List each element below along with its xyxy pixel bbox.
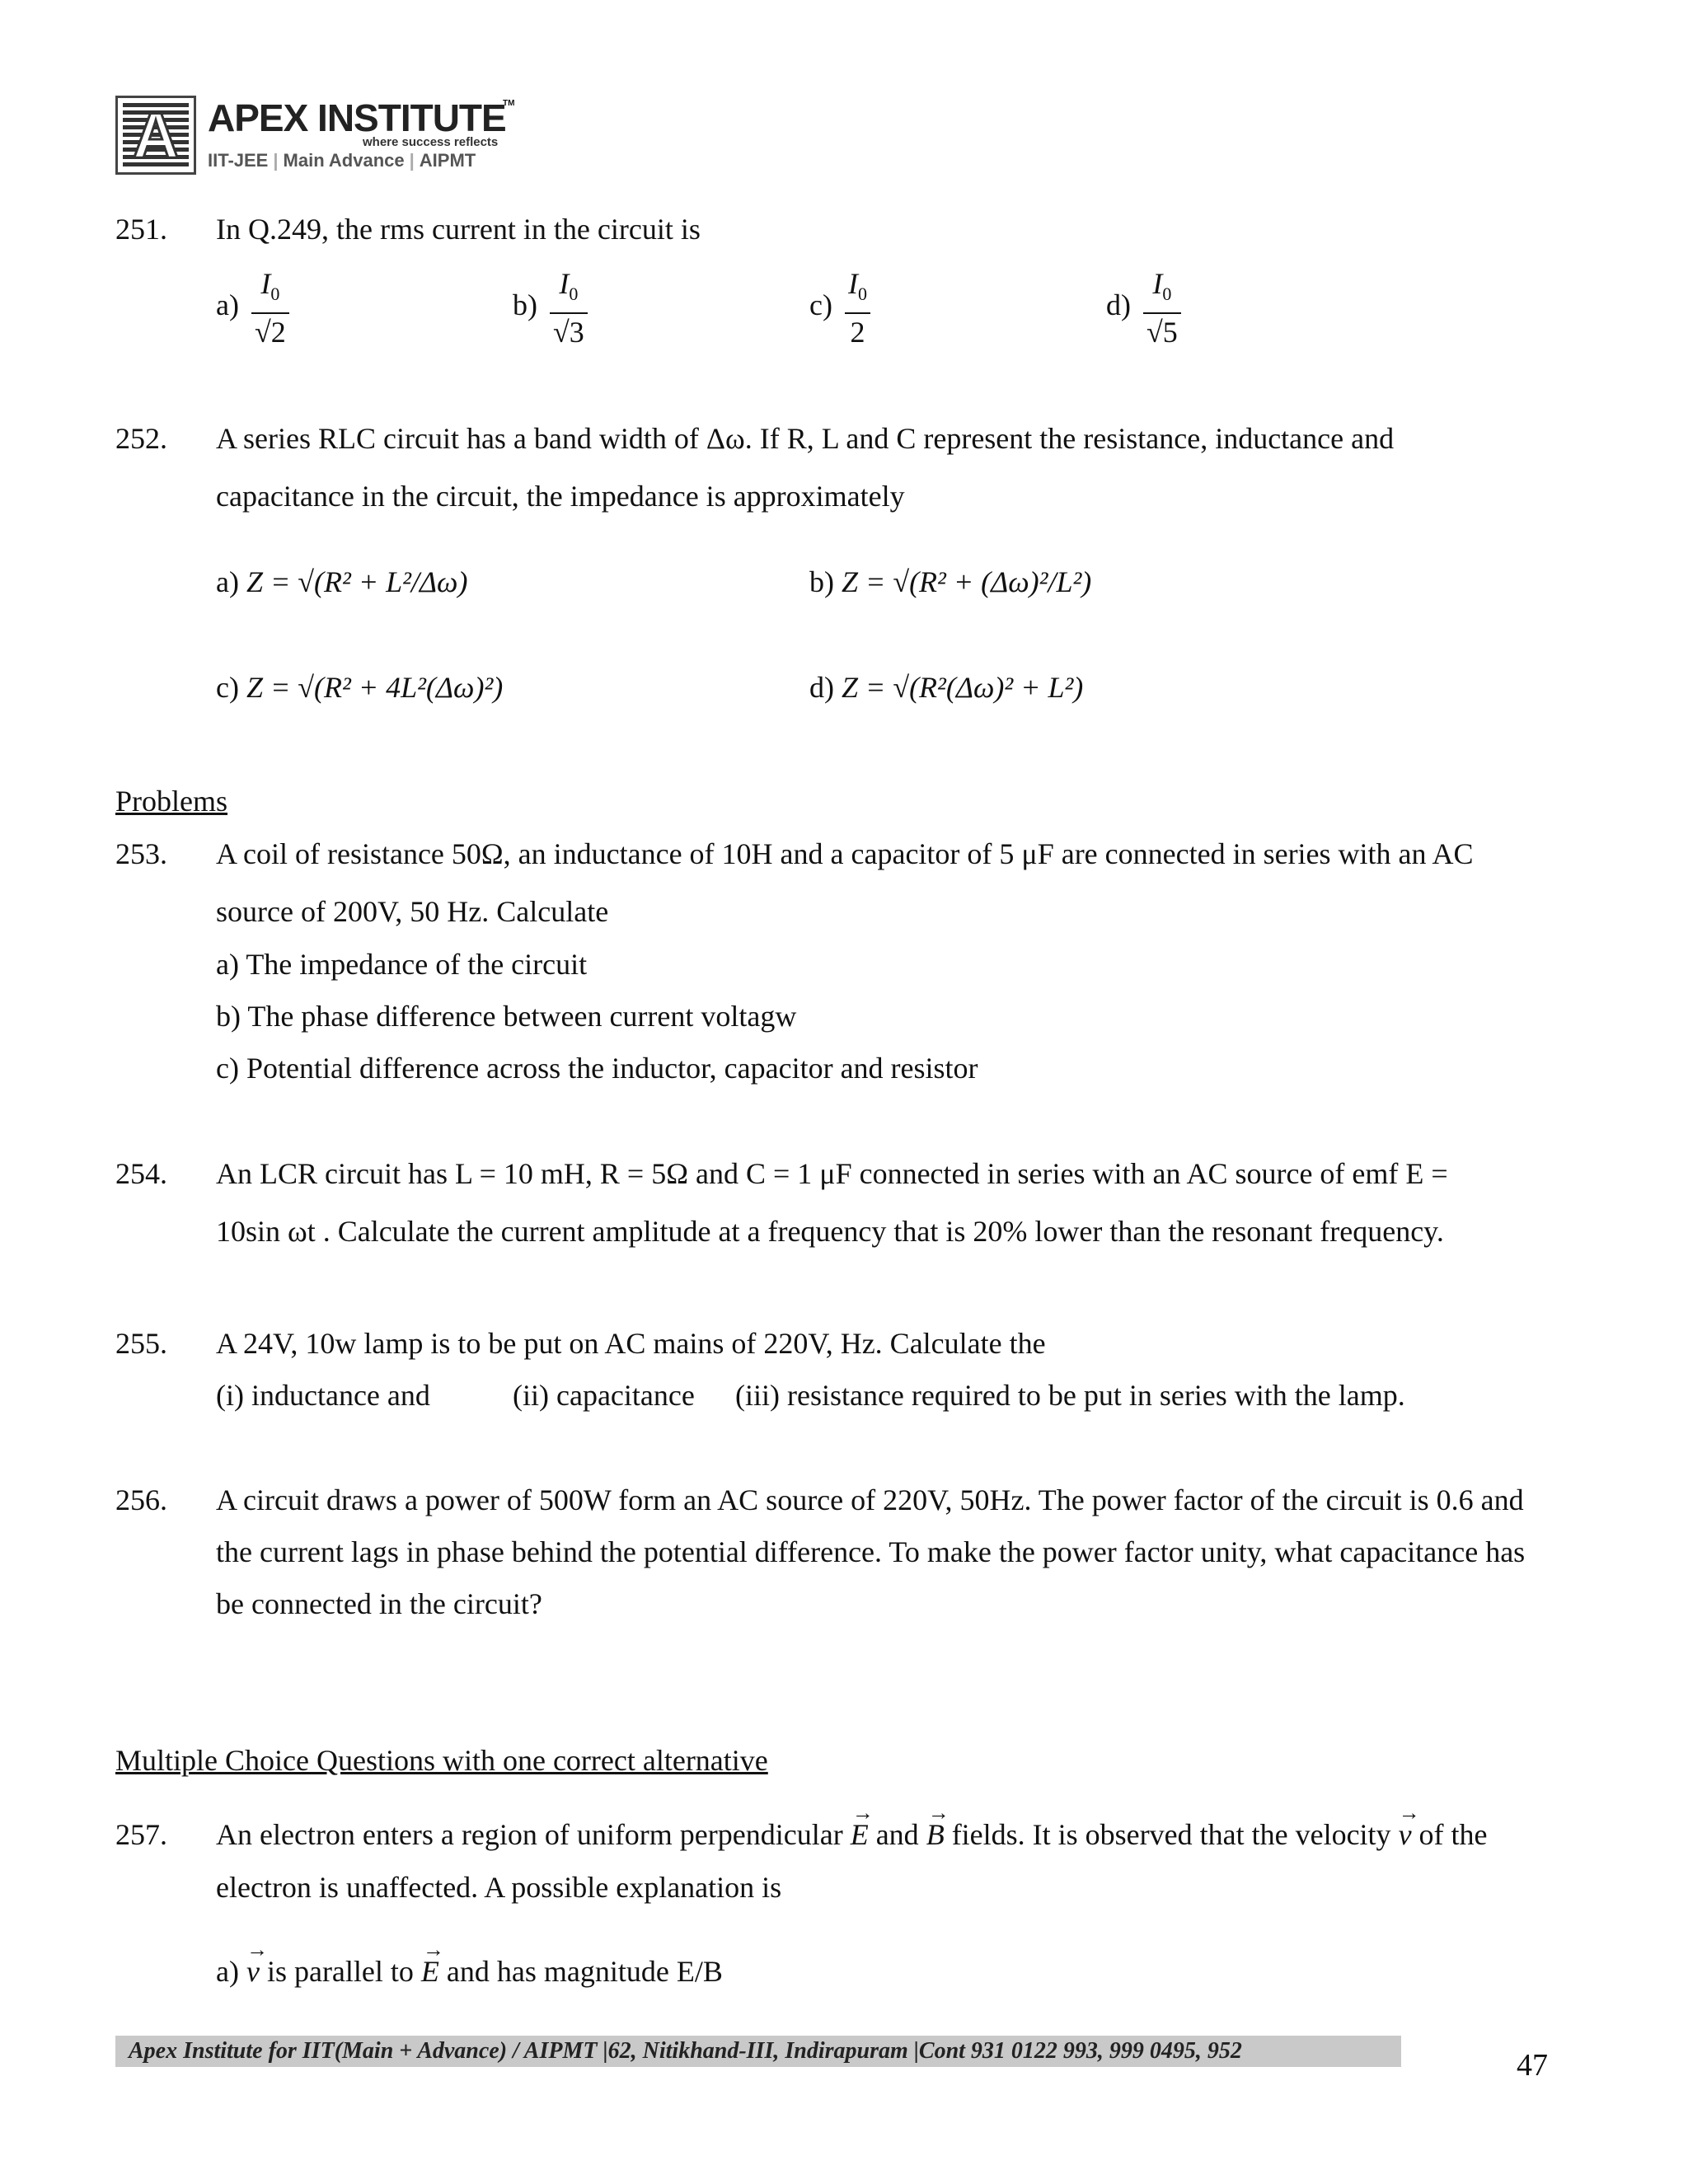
exam-iitjee: IIT-JEE xyxy=(208,150,269,171)
option-a: a) → v is parallel to → E and has magnitude E/B xyxy=(216,1938,723,1988)
problem-number: 255. xyxy=(115,1327,167,1360)
question-number: 252. xyxy=(115,422,167,455)
problem-line: source of 200V, 50 Hz. Calculate xyxy=(216,895,609,928)
vector-v: → v xyxy=(1398,1801,1420,1851)
problem-part: (i) inductance and xyxy=(216,1379,430,1412)
problem-number: 253. xyxy=(115,837,167,870)
problem-part: (iii) resistance required to be put in series with the lamp. xyxy=(735,1379,1405,1412)
question-number: 251. xyxy=(115,213,167,246)
brand-name: APEX INSTITUTE xyxy=(208,96,506,139)
exam-main-advance: Main Advance xyxy=(283,150,405,171)
problem-number: 254. xyxy=(115,1157,167,1190)
option-b: b) $\frac{I_0}{√3}$ xyxy=(513,265,588,350)
problem-line: An LCR circuit has L = 10 mH, R = 5Ω and C = 1 μF connected in series with an AC source of emf E = xyxy=(216,1157,1448,1190)
problem-line: a) The impedance of the circuit xyxy=(216,948,588,981)
option-a: a) $\frac{I_0}{√2}$ xyxy=(216,265,289,350)
trademark: TM xyxy=(503,99,515,108)
logo-emblem xyxy=(115,96,196,175)
problem-line: A coil of resistance 50Ω, an inductance of 10H and a capacitor of 5 μF are connected in series with an AC xyxy=(216,837,1474,870)
exam-aipmt: AIPMT xyxy=(419,150,476,171)
question-line: electron is unaffected. A possible explanation is xyxy=(216,1871,782,1904)
problem-line: 10sin ωt . Calculate the current amplitude at a frequency that is 20% lower than the resonant frequency. xyxy=(216,1215,1444,1248)
footer-address-bar: Apex Institute for IIT(Main + Advance) / AIPMT |62, Nitikhand-III, Indirapuram |Cont 931 0122 993, 999 0495, 952 xyxy=(115,2036,1401,2067)
option-d: d) Z = √(R²(Δω)² + L²) xyxy=(809,671,1084,704)
logo-letter: A xyxy=(132,98,180,171)
formula: Z = √(R² + L²/Δω) xyxy=(246,565,468,598)
question-text-line: A series RLC circuit has a band width of Δω. If R, L and C represent the resistance, inductance and xyxy=(216,422,1395,455)
problem-part: (ii) capacitance xyxy=(513,1379,695,1412)
vector-v: → v xyxy=(246,1938,268,1988)
option-c: c) $\frac{I_0}{2}$ xyxy=(809,265,870,350)
formula: Z = √(R²(Δω)² + L²) xyxy=(842,671,1084,704)
option-c: c) Z = √(R² + 4L²(Δω)²) xyxy=(216,671,504,704)
tagline: where success reflects xyxy=(363,135,499,149)
problem-number: 256. xyxy=(115,1483,167,1516)
vector-e: → E xyxy=(420,1938,444,1988)
problem-line: A circuit draws a power of 500W form an AC source of 220V, 50Hz. The power factor of the circuit is 0.6 and xyxy=(216,1483,1524,1516)
problem-line: the current lags in phase behind the potential difference. To make the power factor unity, what capacitance has xyxy=(216,1535,1526,1568)
problem-line: A 24V, 10w lamp is to be put on AC mains of 220V, Hz. Calculate the xyxy=(216,1327,1046,1360)
question-text: In Q.249, the rms current in the circuit is xyxy=(216,213,701,246)
option-a: a) Z = √(R² + L²/Δω) xyxy=(216,565,468,598)
section-heading-mcq: Multiple Choice Questions with one correct alternative xyxy=(115,1744,768,1777)
vector-e: → E xyxy=(850,1801,874,1851)
question-number: 257. xyxy=(115,1818,167,1851)
problem-line: c) Potential difference across the inductor, capacitor and resistor xyxy=(216,1052,978,1085)
formula: Z = √(R² + (Δω)²/L²) xyxy=(842,565,1092,598)
formula: Z = √(R² + 4L²(Δω)²) xyxy=(246,671,504,704)
question-line: An electron enters a region of uniform perpendicular → E and → B fields. It is observed that the velocity → v of the xyxy=(216,1801,1488,1851)
question-text-line: capacitance in the circuit, the impedance is approximately xyxy=(216,480,905,513)
option-b: b) Z = √(R² + (Δω)²/L²) xyxy=(809,565,1092,598)
vector-b: → B xyxy=(926,1801,950,1851)
section-heading-problems: Problems xyxy=(115,785,228,818)
exam-list: IIT-JEE | Main Advance | AIPMT xyxy=(208,150,476,171)
problem-line: b) The phase difference between current voltagw xyxy=(216,1000,797,1033)
apex-logo xyxy=(115,96,515,176)
problem-line: be connected in the circuit? xyxy=(216,1587,542,1620)
option-d: d) $\frac{I_0}{√5}$ xyxy=(1106,265,1181,350)
page-number: 47 xyxy=(1517,2048,1548,2083)
